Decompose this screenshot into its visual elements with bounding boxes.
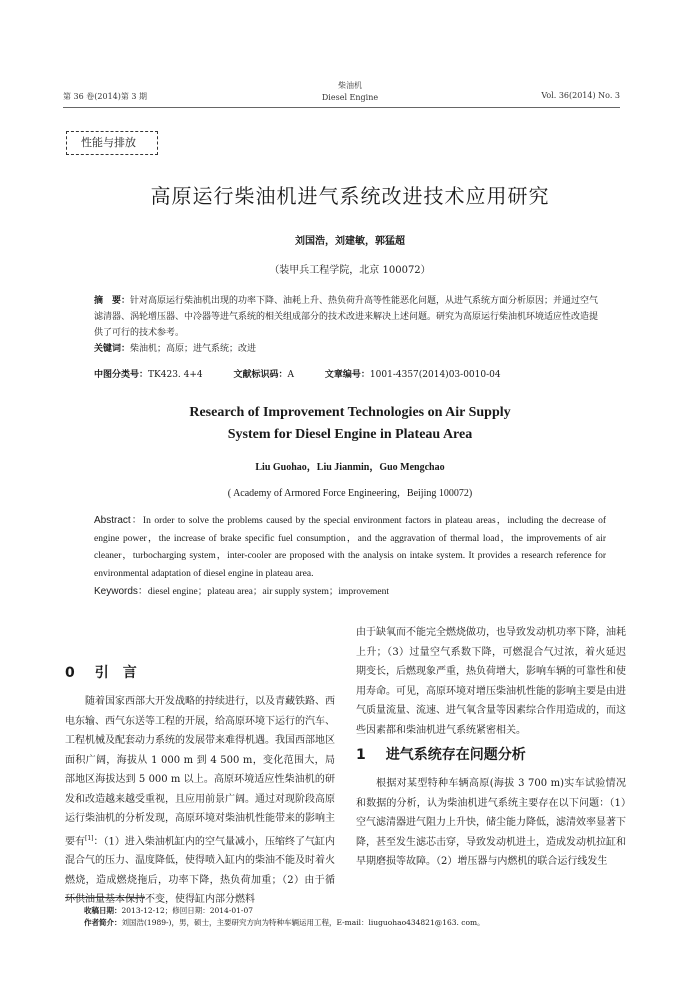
section1-paragraph: 根据对某型特种车辆高原(海拔 3 700 m)实车试验情况和数据的分析，认为柴油机进气系统主要存在以下问题：（1）空气滤清器进气阻力上升快，储尘能力降低，滤清效率显著下降，甚至发生滤芯击穿，导致发动机进土，造成发动机拉缸和早期磨损等故障。（2）增压器与内燃机的联合运行线发生: [356, 778, 626, 867]
intro-paragraph: 随着国家西部大开发战略的持续进行，以及青藏铁路、西电东输、西气东送等工程的开展，给高原环境下运行的汽车、工程机械及配套动力系统的发展带来难得机遇。我国西部地区面积广阔，海拔从 1 000 m 到 4 500 m，变化范围大，局部地区海拔达到 5 000 m 以上。高原环境适应性柴油机的研发和改造越来越受重视，且应用前景广阔。通过对现阶段高原运行柴油机的分析发现，高原环境对柴油机性能带来的影响主要有[1]：（1）进入柴油机缸内的空气量减小，压缩终了气缸内混合气的压力、温度降低，使得喷入缸内的柴油不能及时着火燃烧，造成燃烧拖后，功率下降，热负荷加重；（2）由于循环供油量基本保持不变，使得缸内部分燃料: [65, 696, 335, 906]
title-en-line2: System for Diesel Engine in Plateau Area: [227, 427, 473, 442]
keywords-cn: [94, 341, 606, 357]
keywords-cn-label: 关键词：: [94, 344, 131, 354]
abstract-cn-body: [94, 293, 606, 341]
journal-volume-issue-en: Vol. 36(2014) No. 3: [541, 91, 620, 100]
left-column: [65, 658, 335, 910]
header-rule: [63, 107, 620, 108]
abstract-cn-text: 针对高原运行柴油机出现的功率下降、油耗上升、热负荷升高等性能恶化问题，从进气系统方面分析原因；并通过空气滤清器、涡轮增压器、中冷器等进气系统的相关组成部分的技术改进来解决上述问题。研究为高原运行柴油机环境适应性改造提供了可行的技术参考。: [94, 296, 599, 338]
citation-ref[interactable]: [1]: [85, 834, 94, 842]
abstract-en-body: [94, 512, 606, 583]
keywords-en-text: diesel engine；plateau area；air supply system；improvement: [147, 587, 390, 597]
authors-en: Liu Guohao，Liu Jianmin，Guo Mengchao: [255, 462, 445, 473]
abstract-cn: [94, 293, 606, 357]
abstract-en-label: Abstract：: [94, 515, 143, 526]
abstract-cn-label: 摘 要：: [94, 296, 131, 306]
category-tag: 性能与排放: [66, 131, 158, 155]
abstract-en: [94, 512, 606, 602]
keywords-en-label: Keywords：: [94, 586, 148, 597]
journal-name-cn: 柴油机: [338, 81, 362, 90]
section-heading-1: 1 进气系统存在问题分析: [356, 747, 526, 763]
doc-code: 文献标识码：A: [233, 370, 295, 380]
intro-paragraph-continued: 由于缺氧而不能完全燃烧做功，也导致发动机功率下降，油耗上升；（3）过量空气系数下降，可燃混合气过浓，着火延迟期变长，后燃现象严重，热负荷增大，影响车辆的可靠性和使用寿命。可见，高原环境对增压柴油机性能的影响主要是由进气质量流量、流速、进气氧含量等因素综合作用造成的，而这些因素都和柴油机进气系统紧密相关。: [356, 627, 626, 736]
abstract-en-text: In order to solve the problems caused by the special environment factors in plateau areas，including the decrease of engine power，the increase of brake specific fuel consumption，and the aggravation of thermal load，the improvements of air cleaner，turbocharging system，inter-cooler are proposed with the analysis on intake system. It provides a research reference for environmental adaptation of diesel engine in plateau area.: [94, 516, 606, 579]
title-en-line1: Research of Improvement Technologies on Air Supply: [189, 405, 511, 420]
footnote-rule: [65, 897, 145, 898]
authors-cn: 刘国浩，刘建敏，郭猛超: [295, 236, 405, 247]
journal-name-en: Diesel Engine: [321, 93, 379, 102]
affiliation-en: ( Academy of Armored Force Engineering，Beijing 100072): [227, 488, 473, 499]
journal-name: [300, 80, 400, 104]
footnote-dates: 收稿日期：2013-12-12；修回日期：2014-01-07: [84, 906, 253, 915]
journal-volume-issue: 第 36 卷(2014)第 3 期: [63, 92, 148, 101]
section-heading-intro: 0 引 言: [65, 665, 137, 681]
affiliation-cn: （装甲兵工程学院，北京 100072）: [269, 265, 431, 276]
keywords-cn-text: 柴油机；高原；进气系统；改进: [130, 344, 257, 354]
classification: 中图分类号：TK423. 4+4: [94, 370, 203, 380]
article-number: 文章编号：1001-4357(2014)03-0010-04: [324, 370, 501, 380]
title-cn: 高原运行柴油机进气系统改进技术应用研究: [150, 184, 550, 208]
classification-line: [94, 367, 529, 380]
right-column: [356, 623, 626, 872]
footnote-author-bio: 作者简介：刘国浩(1989-)，男，硕士，主要研究方向为特种车辆运用工程，E-mail：liuguohao434821@163. com。: [84, 918, 485, 927]
keywords-en: [94, 583, 606, 602]
title-en: [0, 402, 700, 446]
footnote: [84, 905, 604, 929]
